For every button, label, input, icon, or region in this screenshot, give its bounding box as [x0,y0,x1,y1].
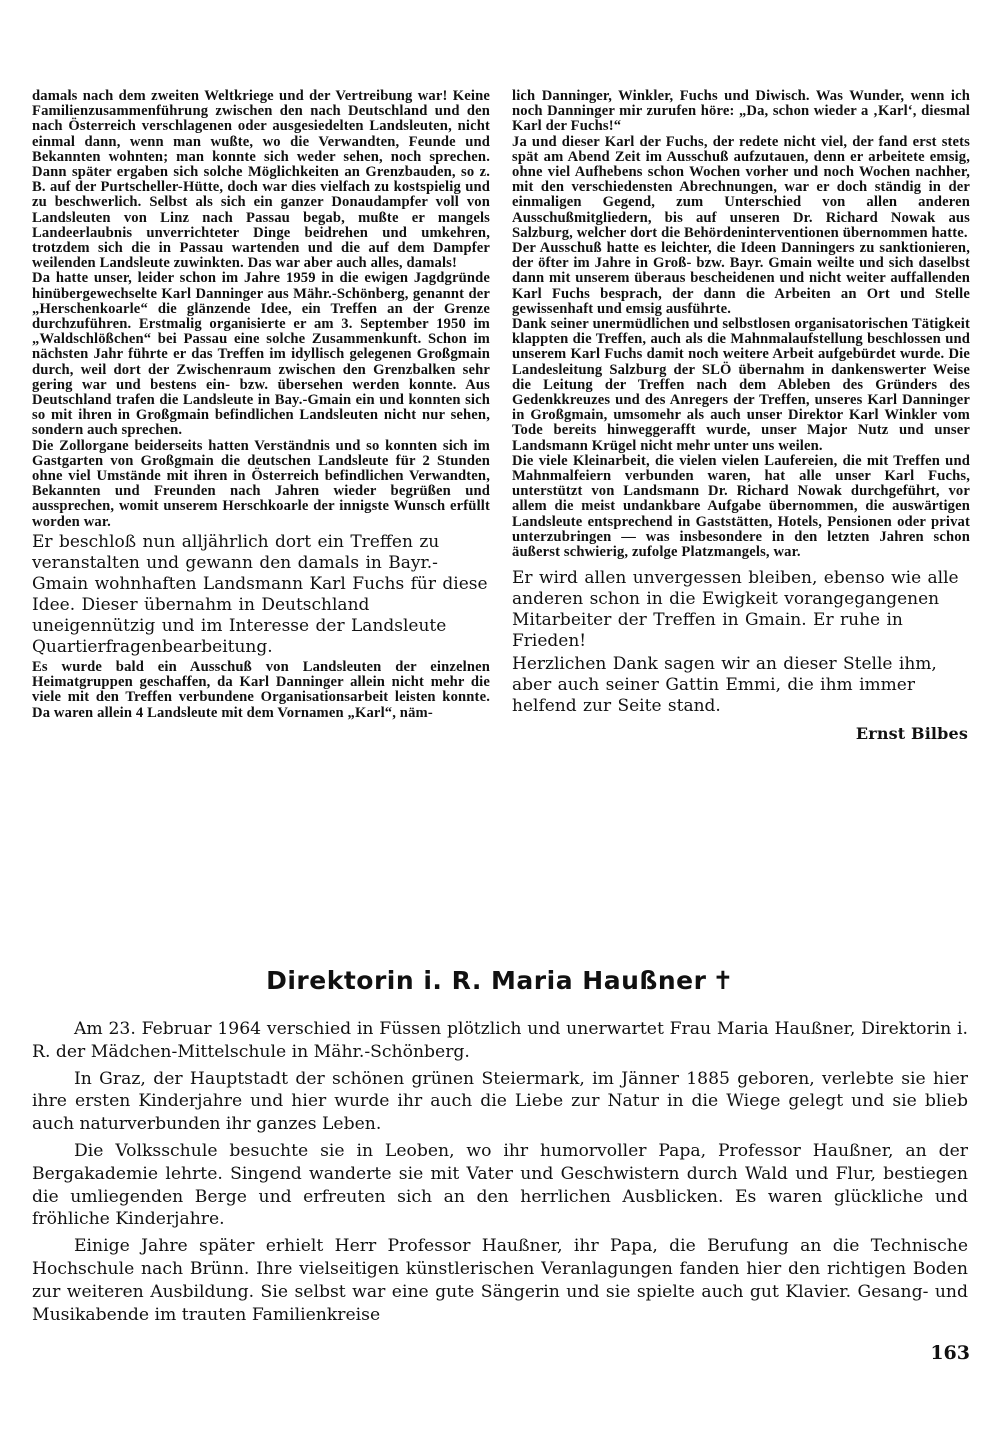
left-paragraph-2: Da hatte unser, leider schon im Jahre 1959 in die ewigen Jagdgründe hinübergewechselte Karl Danninger aus Mähr.-Schönberg, genannt der „Herschenkoarle“ die glänzende Idee, ein Treffen an der Grenze durchzuführen. Erstmalig organisierte er am 3. September 1950 im „Waldschlößchen“ bei Passau eine solche Zusammenkunft. Schon im nächsten Jahr führte er das Treffen im idyllisch gelegenen Großgmain durch, weil dort der Zwischenraum zwischen den Grenzbalken sehr gering war und bestens ein- bzw. übersehen werden konnte. Aus Deutschland trafen die Landsleute in Bay.-Gmain ein und konnten sich so mit ihren in Großgmain befindlichen Landsleuten nicht nur sehen, sondern auch sprechen. [32,270,490,439]
article-title-text: Direktorin i. R. Maria Haußner [266,966,707,995]
right-paragraph-3: Der Ausschuß hatte es leichter, die Ideen Danningers zu sanktionieren, der öfter im Jahre in Groß- bzw. Bayr. Gmain weilte und sich daselbst dann mit unserem überaus bescheidenen und nicht weiter auffallenden Karl Fuchs besprach, der dann die Arbeiten an Ort und Stelle gewissenhaft und emsig ausführte. [512,240,970,317]
right-paragraph-6-large: Er wird allen unvergessen bleiben, ebenso wie alle anderen schon in die Ewigkeit vorangegangenen Mitarbeiter der Treffen in Gmain. Er ruhe in Frieden! [512,568,959,652]
left-column [32,89,490,721]
right-paragraph-4: Dank seiner unermüdlichen und selbstlosen organisatorischen Tätigkeit klappten die Treffen, auch als die Mahnmalaufstellung beschlossen und unserem Karl Fuchs damit noch weitere Arbeit aufgebürdet wurde. Die Landesleitung Salzburg der SLÖ übernahm in dankenswerter Weise die Leitung der Treffen nach dem Ableben des Gründers des Gedenkkreuzes und des Anregers der Treffen, unseres Karl Danninger in Großgmain, umsomehr als auch unser Direktor Karl Winkler vom Tode bereits hinweggerafft wurde, unser Major Nutz und unser Landsmann Krügel nicht mehr unter uns weilen. [512,316,970,454]
page-number: 163 [930,1342,970,1364]
article-title [0,966,1000,995]
article-paragraph-2: In Graz, der Hauptstadt der schönen grünen Steiermark, im Jänner 1885 geboren, verlebte sie hier ihre ersten Kinderjahre und hier wurde ihr auch die Liebe zur Natur in die Wiege gelegt und sie blieb auch naturverbunden ihr ganzes Leben. [32,1068,968,1135]
right-paragraph-7-large: Herzlichen Dank sagen wir an dieser Stelle ihm, aber auch seiner Gattin Emmi, die ihm immer helfend zur Seite stand. [512,654,937,717]
article-paragraph-3: Die Volksschule besuchte sie in Leoben, wo ihr humorvoller Papa, Professor Haußner, an der Bergakademie lehrte. Singend wanderte sie mit Vater und Geschwistern durch Wald und Flur, bestiegen die umliegenden Berge und erfreuten sich an den herrlichen Ausblicken. Es waren glückliche und fröhliche Kinderjahre. [32,1140,968,1230]
left-paragraph-5: Es wurde bald ein Ausschuß von Landsleuten der einzelnen Heimatgruppen geschaffen, da Karl Danninger allein nicht mehr die viele mit den Treffen verbundene Organisationsarbeit leisten konnte. Da waren allein 4 Landsleute mit dem Vornamen „Karl“, näm- [32,658,490,721]
article-body [32,1018,968,1330]
right-paragraph-1: lich Danninger, Winkler, Fuchs und Diwisch. Was Wunder, wenn ich noch Danninger mir zurufen höre: „Da, schon wieder a ‚Karl‘, diesmal Karl der Fuchs!“ [512,88,970,135]
article-paragraph-1: Am 23. Februar 1964 verschied in Füssen plötzlich und unerwartet Frau Maria Haußner, Direktorin i. R. der Mädchen-Mittelschule in Mähr.-Schönberg. [32,1019,968,1062]
dagger-icon: ✝ [712,966,734,995]
left-paragraph-3: Die Zollorgane beiderseits hatten Verständnis und so konnten sich im Gastgarten von Großgmain die deutschen Landsleute für 2 Stunden ohne viel Umstände mit ihren in Österreich befindlichen Verwandten, Bekannten und Freunden nach Jahren wieder begrüßen und aussprechen, womit unserem Herschkoarle der innigste Wunsch erfüllt worden war. [32,437,490,530]
author-signature: Ernst Bilbes [855,724,968,744]
right-paragraph-2: Ja und dieser Karl der Fuchs, der redete nicht viel, der fand erst stets spät am Abend Zeit im Ausschuß aufzutauen, denn er arbeitete emsig, ohne viel Aufhebens schon Wochen vorher und noch Wochen nachher, mit den verschiedensten Abrechnungen, war er doch ständig in der einmaligen Gegend, zum Unterschied von allen anderen Ausschußmitgliedern, bis auf unseren Dr. Richard Nowak aus Salzburg, welcher dort die Behördeninterventionen übernommen hatte. [512,133,970,241]
left-paragraph-4-large: Er beschloß nun alljährlich dort ein Treffen zu veranstalten und gewann den damals in Bayr.-Gmain wohnhaften Landsmann Karl Fuchs für diese Idee. Dieser übernahm in Deutschland uneigennützig und im Interesse der Landsleute Quartierfragenbearbeitung. [32,531,488,657]
right-paragraph-5: Die viele Kleinarbeit, die vielen vielen Laufereien, die mit Treffen und Mahnmalfeiern verbunden waren, hat alle unser Karl Fuchs, unterstützt von Landsmann Dr. Richard Nowak durchgeführt, vor allem die meist undankbare Aufgabe übernommen, die auswärtigen Landsleute entsprechend in Gaststätten, Hotels, Pensionen oder privat unterzubringen — was insbesondere in den letzten Jahren schon äußerst schwierig, zufolge Platzmangels, war. [512,452,970,561]
left-paragraph-1: damals nach dem zweiten Weltkriege und der Vertreibung war! Keine Familienzusammenführung zwischen den nach Deutschland und den nach Österreich verschlagenen oder ausgesiedelten Landsleuten, nicht einmal dann, wenn man wußte, wo die Verwandten, Feunde und Bekannten wohnten; man konnte sich weder sehen, noch sprechen. Dann später ergaben sich solche Möglichkeiten an Grenzbauden, so z. B. auf der Purtscheller-Hütte, doch war dies vielfach zu kostspielig und zu beschwerlich. Selbst als sich ein ganzer Donaudampfer voll von Landsleuten von Linz nach Passau begab, mußte er mangels Landeerlaubnis unverrichteter Dinge beidrehen und umkehren, trotzdem sich die in Passau wartenden und die auf dem Dampfer weilenden Landsleute zuwinkten. Das war aber auch alles, damals! [32,88,490,272]
article-paragraph-4: Einige Jahre später erhielt Herr Professor Haußner, ihr Papa, die Berufung an die Technische Hochschule nach Brünn. Ihre vielseitigen künstlerischen Veranlagungen fanden hier den richtigen Boden zur weiteren Ausbildung. Sie selbst war eine gute Sängerin und sie spielte auch gut Klavier. Gesang- und Musikabende im trauten Familienkreise [32,1236,968,1325]
right-column [512,89,970,745]
